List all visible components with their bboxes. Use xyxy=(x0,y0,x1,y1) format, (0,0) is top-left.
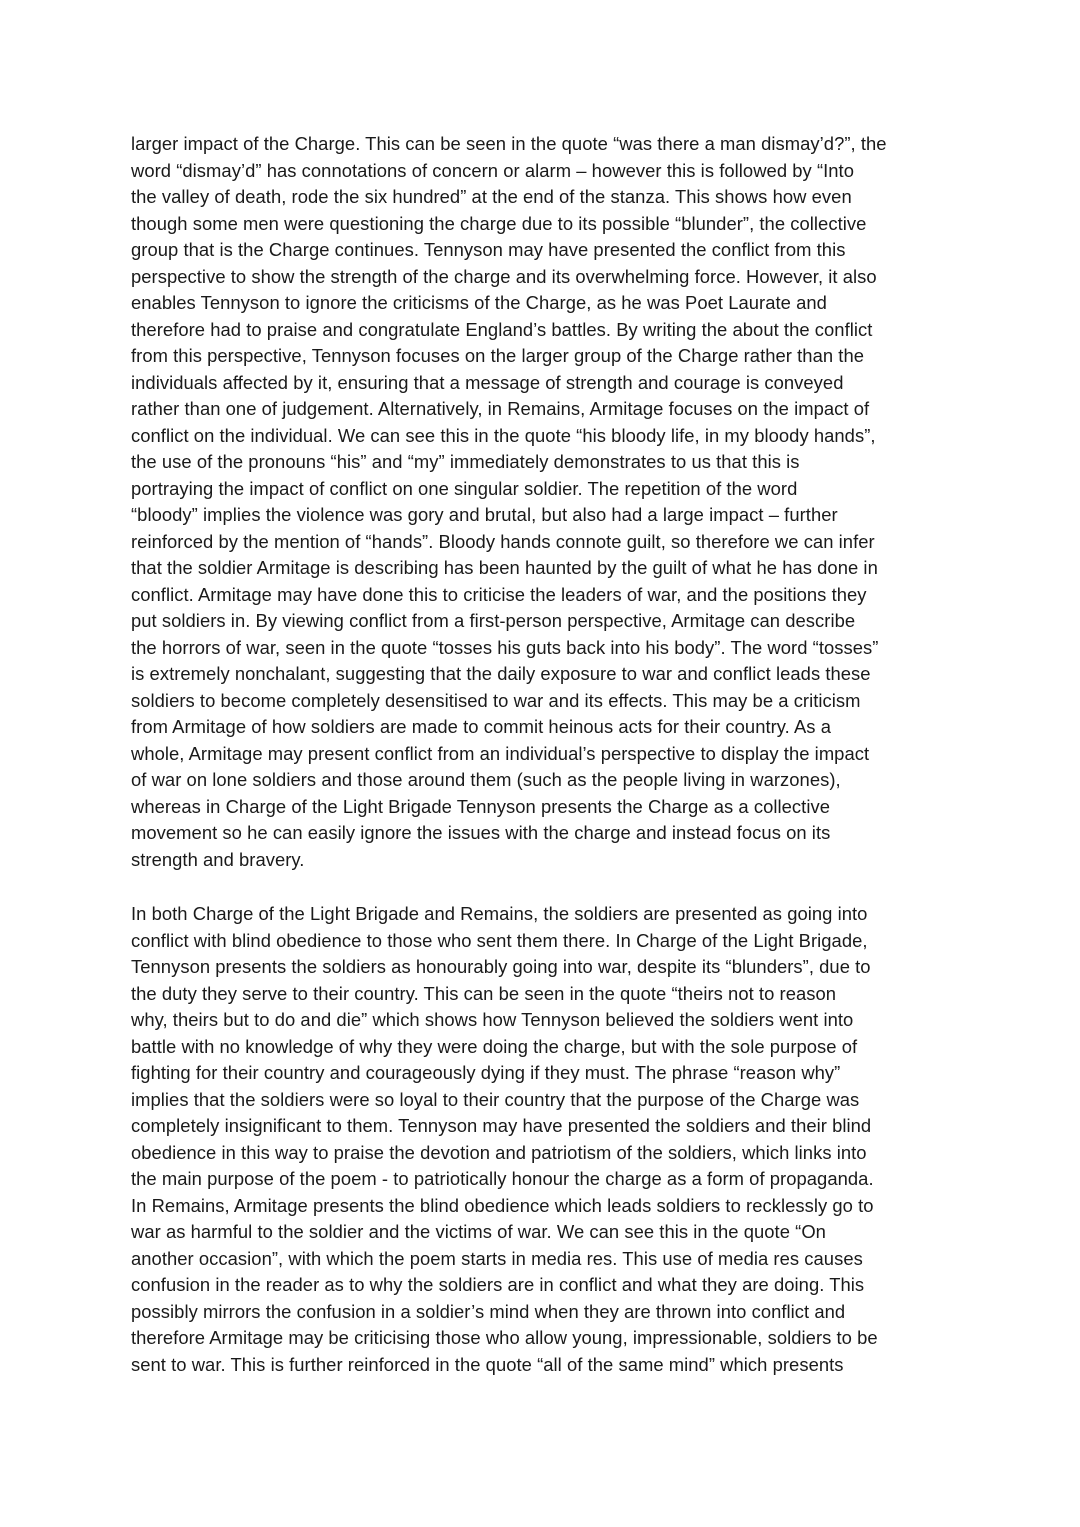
text-line: individuals affected by it, ensuring that a message of strength and courage is conveyed xyxy=(131,371,844,393)
text-line: is extremely nonchalant, suggesting that the daily exposure to war and conflict leads these xyxy=(131,663,871,684)
text-line: larger impact of the Charge. This can be seen in the quote “was there a man dismay’d?”, the xyxy=(131,133,887,154)
text-line: Tennyson presents the soldiers as honourably going into war, despite its “blunders”, due to xyxy=(131,956,871,977)
text-line: therefore had to praise and congratulate England’s battles. By writing the about the conflict xyxy=(131,318,873,340)
text-line: conflict. Armitage may have done this to criticise the leaders of war, and the positions they xyxy=(131,583,867,605)
text-line: possibly mirrors the confusion in a soldier’s mind when they are thrown into conflict and xyxy=(131,1300,846,1322)
text-line: why, theirs but to do and die” which shows how Tennyson believed the soldiers went into xyxy=(131,1009,854,1030)
text-line: rather than one of judgement. Alternatively, in Remains, Armitage focuses on the impact of xyxy=(131,398,870,419)
text-line: obedience in this way to praise the devotion and patriotism of the soldiers, which links into xyxy=(131,1141,867,1163)
text-line: war as harmful to the soldier and the victims of war. We can see this in the quote “On xyxy=(131,1221,826,1242)
text-line: “bloody” implies the violence was gory and brutal, but also had a large impact – further xyxy=(131,504,838,525)
text-line: conflict with blind obedience to those who sent them there. In Charge of the Light Brigade, xyxy=(131,929,868,951)
paragraph-blind-obedience xyxy=(131,901,961,1378)
text-line: the horrors of war, seen in the quote “tosses his guts back into his body”. The word “tosses” xyxy=(131,636,879,658)
text-line: that the soldier Armitage is describing has been haunted by the guilt of what he has done in xyxy=(131,557,878,578)
text-line: strength and bravery. xyxy=(131,848,305,870)
text-line: from this perspective, Tennyson focuses on the larger group of the Charge rather than the xyxy=(131,345,865,366)
text-line: battle with no knowledge of why they were doing the charge, but with the sole purpose of xyxy=(131,1035,858,1057)
text-line: whole, Armitage may present conflict from an individual’s perspective to display the impact xyxy=(131,742,870,764)
text-line: another occasion”, with which the poem starts in media res. This use of media res causes xyxy=(131,1247,863,1269)
text-line: from Armitage of how soldiers are made to commit heinous acts for their country. As a xyxy=(131,716,831,737)
text-line: In Remains, Armitage presents the blind obedience which leads soldiers to recklessly go to xyxy=(131,1194,874,1216)
text-line: though some men were questioning the charge due to its possible “blunder”, the collective xyxy=(131,212,867,234)
text-line: the duty they serve to their country. This can be seen in the quote “theirs not to reason xyxy=(131,982,837,1004)
text-line: put soldiers in. By viewing conflict from a first-person perspective, Armitage can describe xyxy=(131,610,856,631)
text-line: soldiers to become completely desensitised to war and its effects. This may be a criticism xyxy=(131,689,861,711)
text-line: the main purpose of the poem - to patriotically honour the charge as a form of propaganda. xyxy=(131,1168,874,1189)
text-line: movement so he can easily ignore the issues with the charge and instead focus on its xyxy=(131,822,831,843)
text-line: fighting for their country and courageously dying if they must. The phrase “reason why” xyxy=(131,1062,841,1083)
text-line: enables Tennyson to ignore the criticisms of the Charge, as he was Poet Laurate and xyxy=(131,292,827,313)
text-line: group that is the Charge continues. Tennyson may have presented the conflict from this xyxy=(131,239,846,260)
text-line: of war on lone soldiers and those around them (such as the people living in warzones), xyxy=(131,769,841,790)
text-line: completely insignificant to them. Tennyson may have presented the soldiers and their blind xyxy=(131,1115,872,1136)
text-line: perspective to show the strength of the charge and its overwhelming force. However, it also xyxy=(131,265,877,287)
text-line: word “dismay’d” has connotations of concern or alarm – however this is followed by “Into xyxy=(131,159,854,181)
paragraph-tennyson-armitage-perspective xyxy=(131,131,961,873)
text-line: implies that the soldiers were so loyal to their country that the purpose of the Charge was xyxy=(131,1088,860,1110)
text-line: In both Charge of the Light Brigade and Remains, the soldiers are presented as going into xyxy=(131,903,868,924)
text-line: sent to war. This is further reinforced in the quote “all of the same mind” which presents xyxy=(131,1353,844,1375)
text-line: therefore Armitage may be criticising those who allow young, impressionable, soldiers to be xyxy=(131,1327,878,1348)
text-line: confusion in the reader as to why the soldiers are in conflict and what they are doing. This xyxy=(131,1274,865,1295)
text-line: the use of the pronouns “his” and “my” immediately demonstrates to us that this is xyxy=(131,451,800,472)
text-line: portraying the impact of conflict on one singular soldier. The repetition of the word xyxy=(131,477,798,499)
text-line: reinforced by the mention of “hands”. Bloody hands connote guilt, so therefore we can infer xyxy=(131,530,875,552)
text-line: conflict on the individual. We can see this in the quote “his bloody life, in my bloody hands”, xyxy=(131,424,876,446)
text-line: the valley of death, rode the six hundred” at the end of the stanza. This shows how even xyxy=(131,186,852,207)
text-line: whereas in Charge of the Light Brigade Tennyson presents the Charge as a collective xyxy=(131,795,830,817)
